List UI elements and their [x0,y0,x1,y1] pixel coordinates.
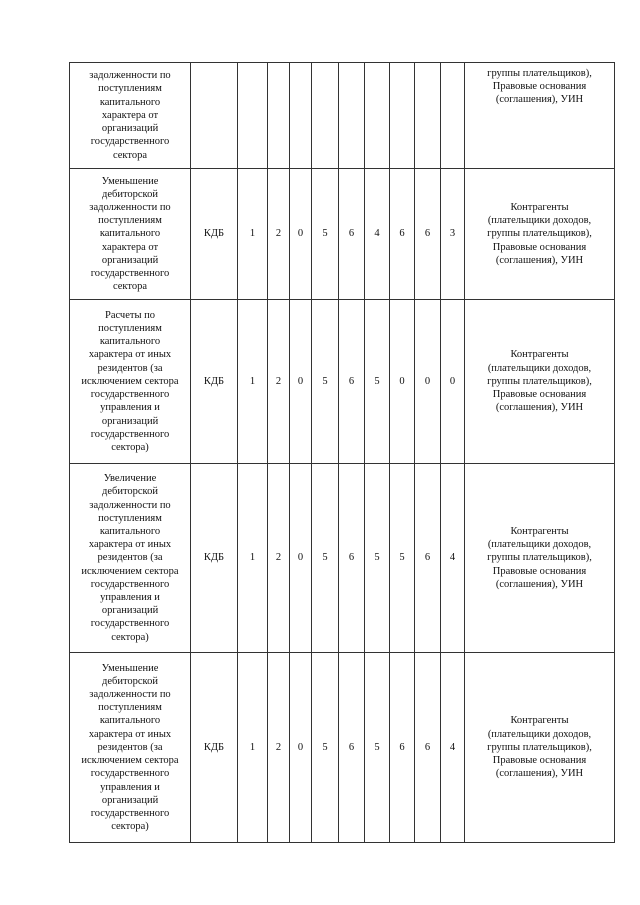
row-digit [268,63,290,169]
row-digit: 5 [312,300,339,464]
row-attributes: Контрагенты (плательщики доходов, группы плательщиков), Правовые основания (соглашения), УИН [465,169,615,300]
row-digit: 5 [365,300,390,464]
row-digit [415,63,441,169]
row-digit: 2 [268,653,290,843]
row-digit [290,63,312,169]
row-digit: 5 [390,464,415,653]
row-digit: 5 [312,464,339,653]
row-digit: 1 [238,464,268,653]
table-row [70,464,615,653]
row-digit [441,63,465,169]
row-digit: 6 [415,464,441,653]
row-digit: 5 [312,653,339,843]
row-digit: 1 [238,169,268,300]
row-kind [191,63,238,169]
row-digit: 6 [339,300,365,464]
row-kind: КДБ [191,169,238,300]
row-description: Уменьшение дебиторской задолженности по поступлениям капитального характера от организаций государственного сектора [70,169,191,300]
row-attributes: Контрагенты (плательщики доходов, группы плательщиков), Правовые основания (соглашения), УИН [465,300,615,464]
row-kind: КДБ [191,653,238,843]
row-digit: 4 [441,464,465,653]
accounts-table [69,62,615,843]
row-digit: 2 [268,300,290,464]
table-row [70,63,615,169]
row-digit: 0 [290,300,312,464]
row-digit [339,63,365,169]
row-digit: 6 [415,653,441,843]
row-digit: 0 [290,464,312,653]
table-row [70,300,615,464]
row-description: Увеличение дебиторской задолженности по поступлениям капитального характера от иных резидентов (за исключением сектора государственного управления и организаций государственного сектора) [70,464,191,653]
row-digit: 3 [441,169,465,300]
row-digit: 0 [290,169,312,300]
row-kind: КДБ [191,464,238,653]
row-digit [312,63,339,169]
row-digit: 2 [268,169,290,300]
row-description: задолженности по поступлениям капитального характера от организаций государственного сектора [70,63,191,169]
row-digit [365,63,390,169]
row-digit: 6 [390,169,415,300]
row-digit: 5 [365,653,390,843]
row-digit: 0 [290,653,312,843]
row-digit: 0 [390,300,415,464]
row-digit: 5 [312,169,339,300]
row-kind: КДБ [191,300,238,464]
row-digit: 6 [339,653,365,843]
row-digit: 0 [415,300,441,464]
row-description: Расчеты по поступлениям капитального характера от иных резидентов (за исключением сектора государственного управления и организаций государственного сектора) [70,300,191,464]
row-digit: 1 [238,653,268,843]
row-digit: 5 [365,464,390,653]
row-digit: 6 [339,169,365,300]
row-digit [390,63,415,169]
table-row [70,653,615,843]
row-digit: 1 [238,300,268,464]
row-description: Уменьшение дебиторской задолженности по поступлениям капитального характера от иных резидентов (за исключением сектора государственного управления и организаций государственного сектора) [70,653,191,843]
row-digit: 6 [339,464,365,653]
table-row [70,169,615,300]
row-digit: 4 [365,169,390,300]
row-digit: 6 [415,169,441,300]
row-attributes: Контрагенты (плательщики доходов, группы плательщиков), Правовые основания (соглашения), УИН [465,653,615,843]
row-attributes: Контрагенты (плательщики доходов, группы плательщиков), Правовые основания (соглашения), УИН [465,464,615,653]
row-digit: 6 [390,653,415,843]
row-digit: 0 [441,300,465,464]
row-digit: 4 [441,653,465,843]
row-digit: 2 [268,464,290,653]
row-attributes: группы плательщиков), Правовые основания (соглашения), УИН [465,63,615,169]
row-digit [238,63,268,169]
